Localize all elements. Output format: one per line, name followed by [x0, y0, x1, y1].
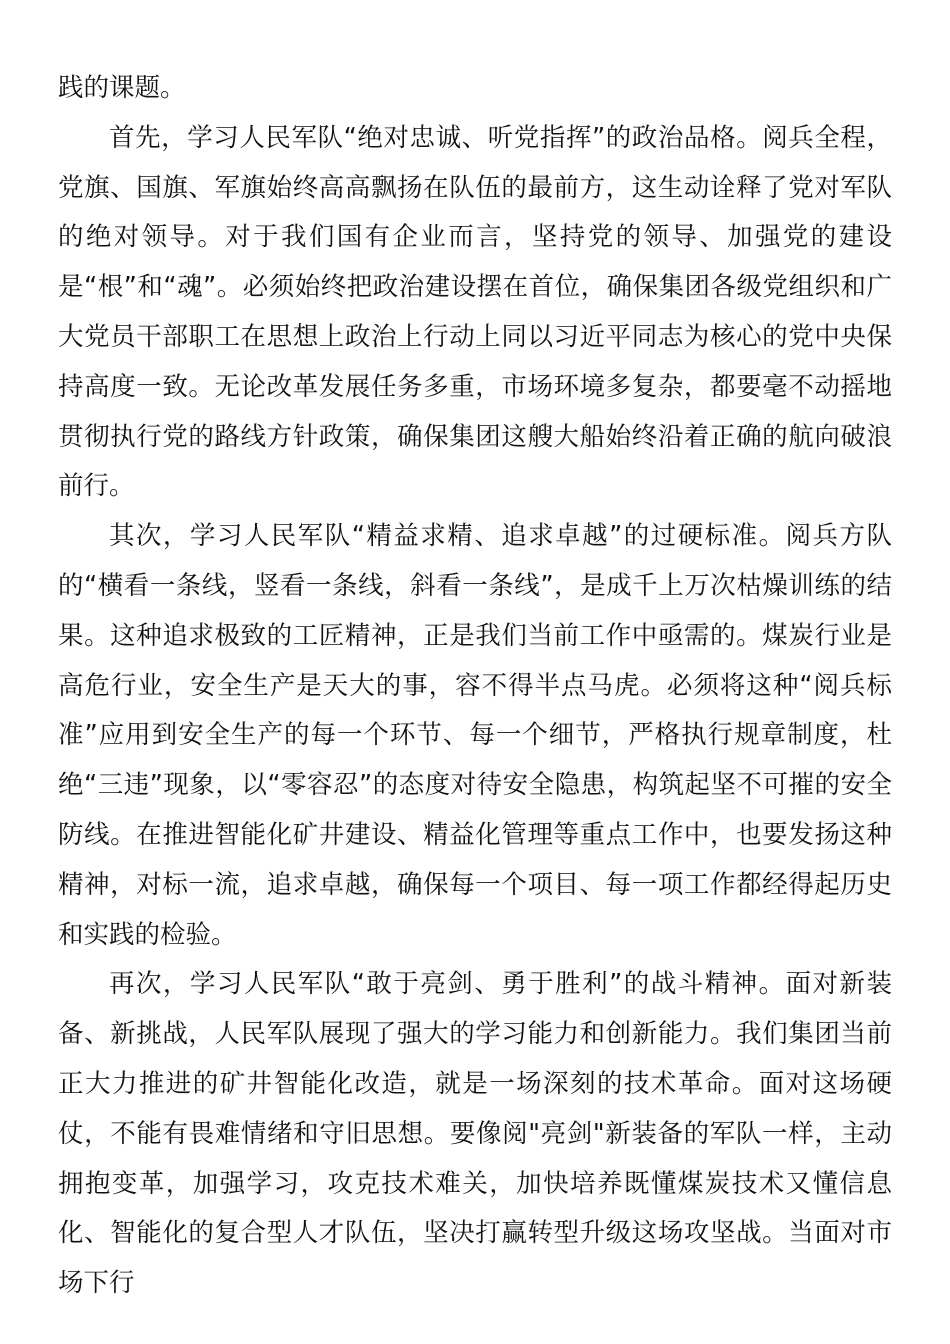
paragraph-continuation: 践的课题。: [58, 73, 186, 103]
paragraph-first-political-quality: 首先，学习人民军队“绝对忠诚、听党指挥”的政治品格。阅兵全程，党旗、国旗、军旗始终高高飘扬在队伍的最前方，这生动诠释了党对军队的绝对领导。对于我们国有企业而言，坚持党的领导、加强党的建设是“根”和“魂”。必须始终把政治建设摆在首位，确保集团各级党组织和广大党员干部职工在思想上政治上行动上同以习近平同志为核心的党中央保持高度一致。无论改革发展任务多重，市场环境多复杂，都要毫不动摇地贯彻执行党的路线方针政策，确保集团这艘大船始终沿着正确的航向破浪前行。: [58, 122, 892, 502]
paragraph-third-fighting-spirit: 再次，学习人民军队“敢于亮剑、勇于胜利”的战斗精神。面对新装备、新挑战，人民军队展现了强大的学习能力和创新能力。我们集团当前正大力推进的矿井智能化改造，就是一场深刻的技术革命。面对这场硬仗，不能有畏难情绪和守旧思想。要像阅"亮剑"新装备的军队一样，主动拥抱变革，加强学习，攻克技术难关，加快培养既懂煤炭技术又懂信息化、智能化的复合型人才队伍，坚决打赢转型升级这场攻坚战。当面对市场下行: [58, 969, 892, 1299]
paragraph-second-excellence-standard: 其次，学习人民军队“精益求精、追求卓越”的过硬标准。阅兵方队的“横看一条线，竖看一条线，斜看一条线”，是成千上万次枯燥训练的结果。这种追求极致的工匠精神，正是我们当前工作中亟需的。煤炭行业是高危行业，安全生产是天大的事，容不得半点马虎。必须将这种“阅兵标准”应用到安全生产的每一个环节、每一个细节，严格执行规章制度，杜绝“三违”现象，以“零容忍”的态度对待安全隐患，构筑起坚不可摧的安全防线。在推进智能化矿井建设、精益化管理等重点工作中，也要发扬这种精神，对标一流，追求卓越，确保每一个项目、每一项工作都经得起历史和实践的检验。: [58, 521, 892, 950]
document-body: [58, 64, 892, 1309]
